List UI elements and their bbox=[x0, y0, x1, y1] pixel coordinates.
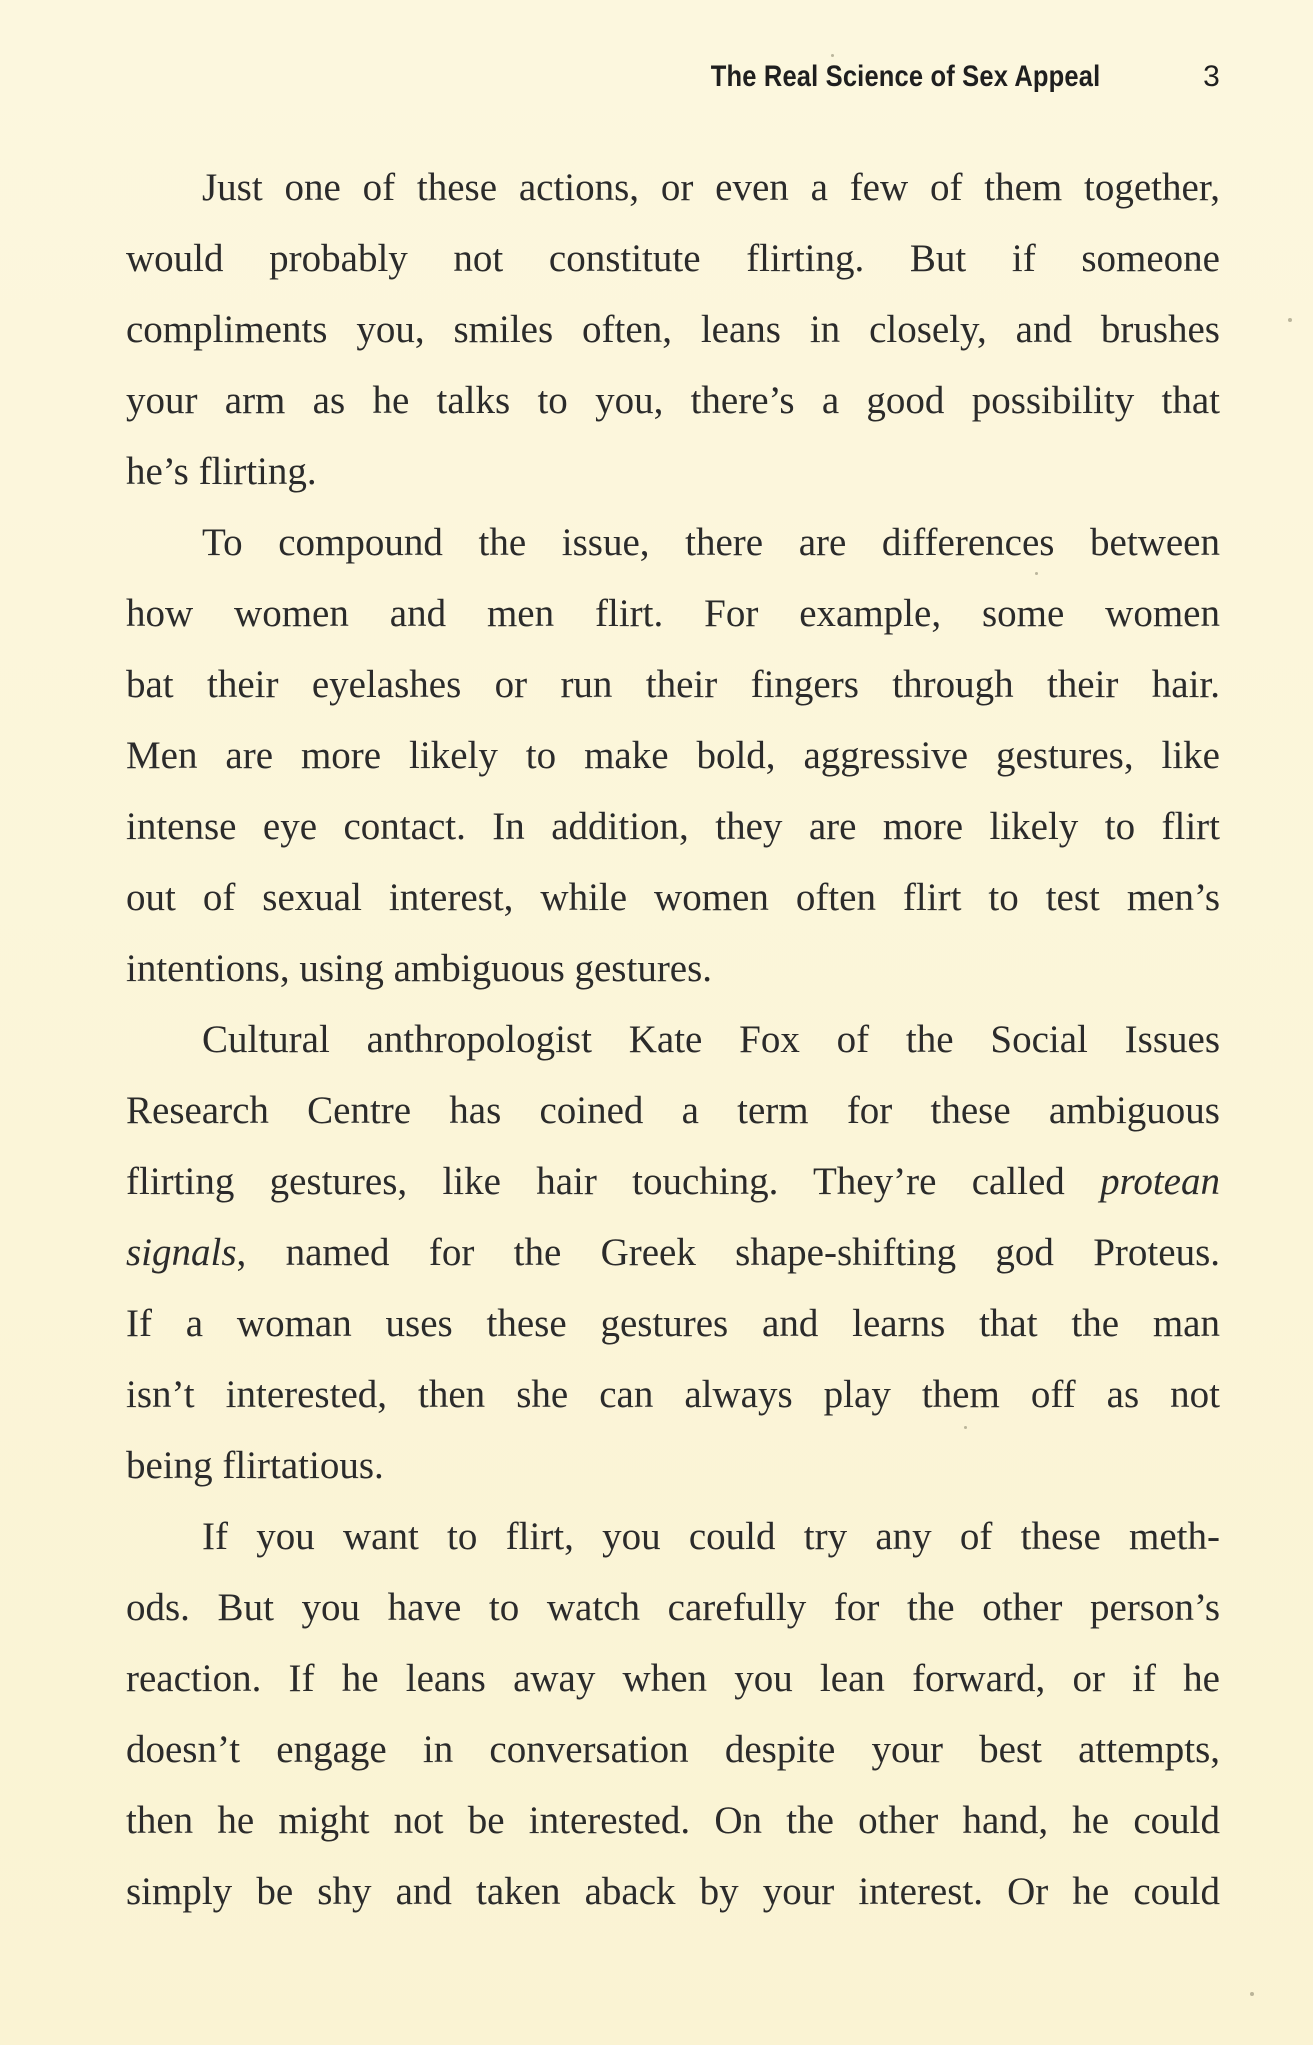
text-line: your arm as he talks to you, there’s a good possibility that bbox=[126, 379, 1220, 422]
text-line: compliments you, smiles often, leans in closely, and brushes bbox=[126, 308, 1220, 351]
text-line: he’s flirting. bbox=[126, 450, 317, 493]
text-line: out of sexual interest, while women often flirt to test men’s bbox=[126, 876, 1220, 919]
text-line: Men are more likely to make bold, aggressive gestures, like bbox=[126, 734, 1220, 777]
paper-speck bbox=[1035, 572, 1038, 575]
text-line: intentions, using ambiguous gestures. bbox=[126, 947, 713, 990]
text-line: isn’t interested, then she can always play them off as not bbox=[126, 1373, 1220, 1416]
italic-term: signals bbox=[126, 1231, 237, 1274]
text-line: doesn’t engage in conversation despite your best attempts, bbox=[126, 1728, 1220, 1771]
paragraph-4 bbox=[126, 1501, 1220, 1927]
text-line: If you want to flirt, you could try any of these meth- bbox=[202, 1515, 1220, 1558]
text-line: ods. But you have to watch carefully for the other person’s bbox=[126, 1586, 1220, 1629]
paper-speck bbox=[1250, 1992, 1254, 1996]
text-line: bat their eyelashes or run their fingers through their hair. bbox=[126, 663, 1220, 706]
text-line-with-italic bbox=[126, 1146, 1220, 1217]
body-text bbox=[126, 152, 1220, 1927]
text-segment: flirting gestures, like hair touching. They’re called bbox=[126, 1160, 1065, 1203]
text-line: simply be shy and taken aback by your interest. Or he could bbox=[126, 1870, 1220, 1913]
text-line: Research Centre has coined a term for these ambiguous bbox=[126, 1089, 1220, 1132]
italic-term: protean bbox=[1100, 1160, 1220, 1203]
text-line: would probably not constitute flirting. But if someone bbox=[126, 237, 1220, 280]
text-segment: , named for the Greek shape-shifting god Proteus. bbox=[236, 1231, 1220, 1274]
paragraph-3 bbox=[126, 1004, 1220, 1501]
running-header bbox=[126, 58, 1220, 108]
running-title: The Real Science of Sex Appeal bbox=[710, 60, 1100, 93]
text-line: Just one of these actions, or even a few of them together, bbox=[202, 166, 1220, 209]
text-line: how women and men flirt. For example, some women bbox=[126, 592, 1220, 635]
paper-speck bbox=[831, 54, 834, 57]
text-line: being flirtatious. bbox=[126, 1444, 384, 1487]
paper-speck bbox=[1288, 318, 1292, 322]
paragraph-1 bbox=[126, 152, 1220, 507]
text-line: To compound the issue, there are differences between bbox=[202, 521, 1220, 564]
paper-speck bbox=[964, 1426, 967, 1429]
text-line: Cultural anthropologist Kate Fox of the Social Issues bbox=[202, 1018, 1220, 1061]
text-line: then he might not be interested. On the other hand, he could bbox=[126, 1799, 1220, 1842]
text-line: intense eye contact. In addition, they are more likely to flirt bbox=[126, 805, 1220, 848]
text-line-with-italic bbox=[126, 1217, 1220, 1288]
paragraph-2 bbox=[126, 507, 1220, 1004]
text-line: reaction. If he leans away when you lean forward, or if he bbox=[126, 1657, 1220, 1700]
page-number: 3 bbox=[1203, 60, 1220, 93]
text-line: If a woman uses these gestures and learns that the man bbox=[126, 1302, 1220, 1345]
